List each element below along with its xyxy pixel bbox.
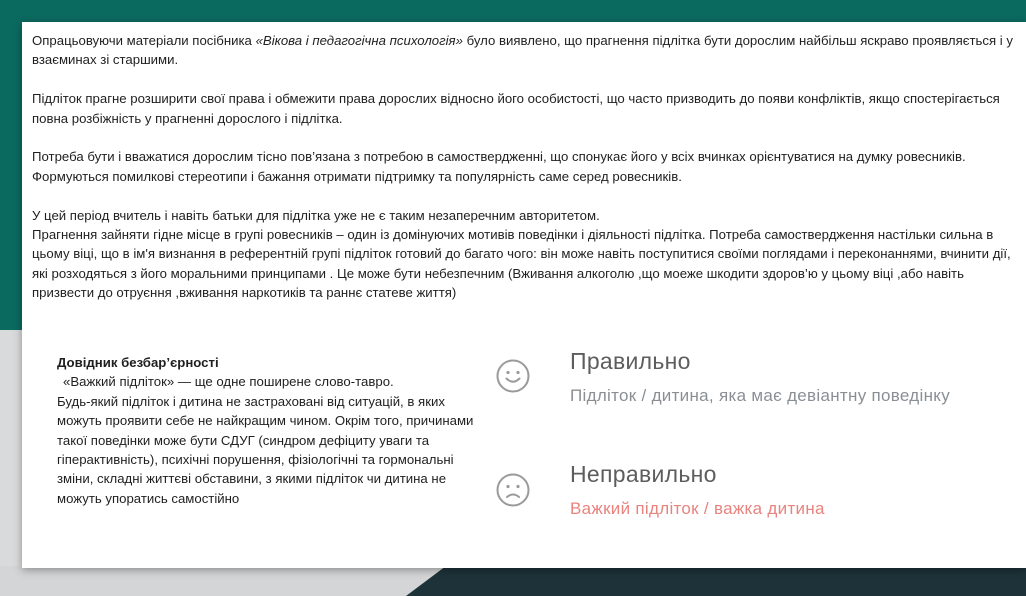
paragraph-3: Потреба бути і вважатися дорослим тісно пов’язана з потребою в самоствердженні, що спонукає його у всіх вчинках орієнтуватися на думку ровесників. Формуються помилкові стереотипи і бажання отримати підтримку та популярність саме серед ровесників. bbox=[32, 149, 966, 184]
smile-face-icon bbox=[496, 359, 530, 393]
sad-face-icon bbox=[496, 473, 530, 507]
incorrect-example: Важкий підліток / важка дитина bbox=[570, 499, 825, 518]
correct-heading: Правильно bbox=[570, 348, 691, 374]
reference-body: Будь-який підліток і дитина не застраховані від ситуацій, в яких можуть проявити себе не найкращим чином. Окрім того, причинами такої поведінки може бути СДУГ (синдром дефіциту уваги та гіперактивність), психічні порушення, фізіологічні та гормональні зміни, складні життєві обставини, з якими підліток чи дитина не можуть упоратись самостійно bbox=[57, 393, 474, 506]
paragraph-5: Прагнення зайняти гідне місце в групі ровесників – один із домінуючих мотивів поведінки і діяльності підлітка. Потреба самоствердження настільки сильна в цьому віці, що в ім'я визнання в референтній групі підліток готовий до багато чого: він може навіть поступитися своїми поглядами і переконаннями, вчинити дії, які розходяться з його моральними принципами . Це може бути небезпечним (Вживання алкоголю ,що моеже шкодити здоров’ю у цьому віці ,або навіть призвести до отруєння ,вживання наркотиків та раннє статеве життя) bbox=[32, 227, 1011, 301]
correct-example: Підліток / дитина, яка має девіантну поведінку bbox=[570, 386, 951, 405]
incorrect-heading: Неправильно bbox=[570, 461, 717, 487]
paragraph-1-end: було виявлено, що прагнення підлітка бути дорослим найбільш яскраво проявляється і у взаєминах зі старшими. bbox=[32, 33, 1013, 68]
paragraph-1 bbox=[32, 31, 1017, 70]
reference-title: Довідник безбар’єрності bbox=[57, 355, 219, 370]
reference-box bbox=[57, 353, 477, 508]
reference-line-1: «Важкий підліток» — ще одне поширене слово-тавро. bbox=[63, 374, 394, 390]
paragraph-4: У цей період вчитель і навіть батьки для підлітка уже не є таким незаперечним авторитетом. bbox=[32, 207, 600, 223]
paragraph-2: Підліток прагне розширити свої права і обмежити права дорослих відносно його особистості, що часто призводить до появи конфліктів, якщо спостерігається повна розбіжність у прагненні дорослого і підлітка. bbox=[32, 91, 1000, 126]
main-text bbox=[32, 31, 1017, 303]
paragraph-1-start: Опрацьовуючи матеріали посібника bbox=[32, 33, 256, 48]
book-title: «Вікова і педагогічна психологія» bbox=[255, 33, 463, 48]
background-dark-wedge bbox=[406, 566, 1026, 596]
slide bbox=[22, 22, 1026, 568]
